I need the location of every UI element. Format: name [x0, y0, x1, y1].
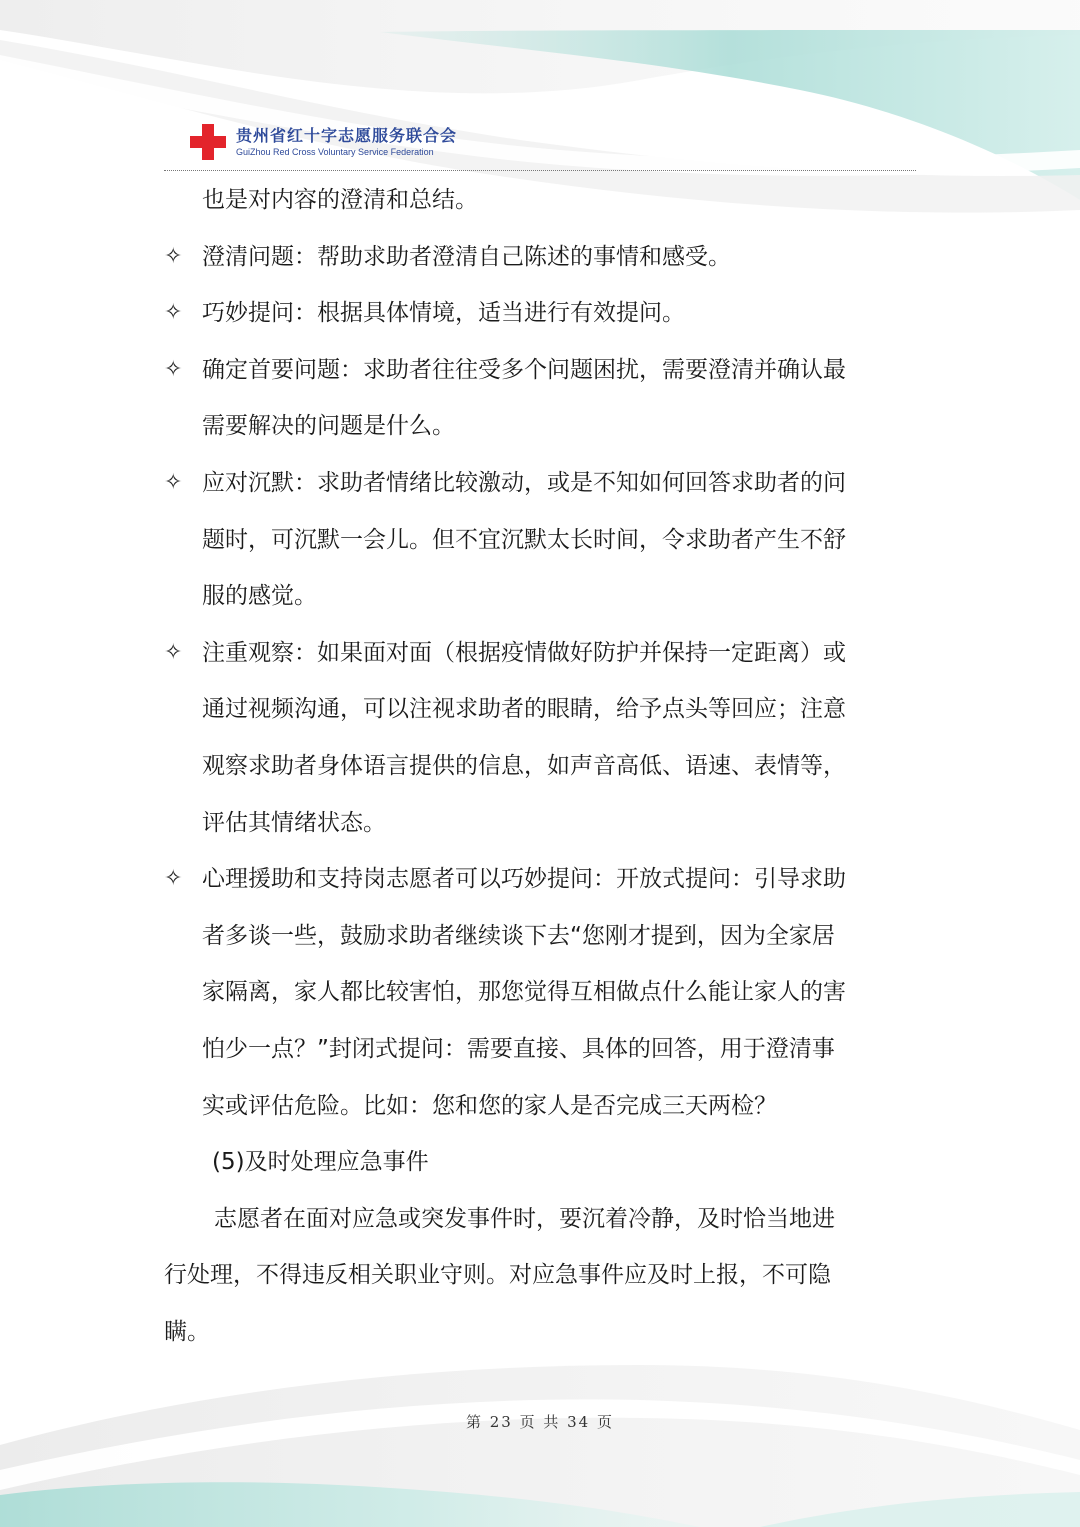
- header-divider: [164, 170, 916, 171]
- paragraph-line: 行处理，不得违反相关职业守则。对应急事件应及时上报，不可隐: [164, 1262, 831, 1289]
- bullet-text-continuation: 家隔离，家人都比较害怕，那您觉得互相做点什么能让家人的害: [202, 979, 846, 1006]
- bullet-text: 应对沉默：求助者情绪比较激动，或是不知如何回答求助者的问: [202, 469, 846, 496]
- bullet-item: [164, 342, 916, 399]
- bullet-text-continuation: 者多谈一些，鼓励求助者继续谈下去“您刚才提到，因为全家居: [202, 922, 835, 949]
- bullet-text-continuation: 通过视频沟通，可以注视求助者的眼睛，给予点头等回应；注意: [202, 696, 846, 723]
- bullet-text: 注重观察：如果面对面（根据疫情做好防护并保持一定距离）或: [202, 639, 846, 666]
- bullet-star-icon: ✧: [164, 356, 183, 382]
- bullet-text-continuation: 实或评估危险。比如：您和您的家人是否完成三天两检？: [202, 1092, 777, 1119]
- bullet-text-continuation: 观察求助者身体语言提供的信息，如声音高低、语速、表情等，: [202, 752, 846, 779]
- bullet-text: 心理援助和支持岗志愿者可以巧妙提问：开放式提问：引导求助: [202, 866, 846, 893]
- paragraph-line: 瞒。: [164, 1318, 210, 1345]
- bullet-item: [164, 229, 916, 286]
- bullet-text: 澄清问题：帮助求助者澄清自己陈述的事情和感受。: [202, 243, 731, 270]
- bullet-text: 确定首要问题：求助者往往受多个问题困扰，需要澄清并确认最: [202, 356, 846, 383]
- bullet-item: [164, 455, 916, 512]
- bullet-text: 巧妙提问：根据具体情境，适当进行有效提问。: [202, 300, 685, 327]
- bullet-star-icon: ✧: [164, 866, 183, 892]
- bullet-star-icon: ✧: [164, 243, 183, 269]
- bullet-text-continuation: 题时，可沉默一会儿。但不宜沉默太长时间，令求助者产生不舒: [202, 526, 846, 553]
- bullet-item: [164, 285, 916, 342]
- bullet-star-icon: ✧: [164, 639, 183, 665]
- bullet-star-icon: ✧: [164, 469, 183, 495]
- bullet-text-continuation: 评估其情绪状态。: [202, 809, 386, 836]
- bullet-text-continuation: 服的感觉。: [202, 583, 317, 610]
- bullet-item: [164, 625, 916, 682]
- red-cross-logo-icon: [188, 122, 228, 162]
- bullet-text-continuation: 需要解决的问题是什么。: [202, 413, 455, 440]
- org-name-cn: 贵州省红十字志愿服务联合会: [236, 126, 458, 145]
- bullet-star-icon: ✧: [164, 300, 183, 326]
- paragraph-line: 志愿者在面对应急或突发事件时，要沉着冷静，及时恰当地进: [214, 1205, 835, 1232]
- bullet-item: [164, 851, 916, 908]
- section-heading: (5)及时处理应急事件: [212, 1149, 429, 1176]
- page-number: 第 23 页 共 34 页: [465, 1413, 614, 1431]
- continuation-line: 也是对内容的澄清和总结。: [202, 187, 478, 213]
- org-name-block: [236, 126, 457, 158]
- document-body: [164, 172, 916, 1360]
- page-header: [188, 120, 457, 164]
- org-name-en: GuiZhou Red Cross Voluntary Service Federation: [236, 147, 434, 157]
- bullet-text-continuation: 怕少一点？”封闭式提问：需要直接、具体的回答，用于澄清事: [202, 1035, 835, 1062]
